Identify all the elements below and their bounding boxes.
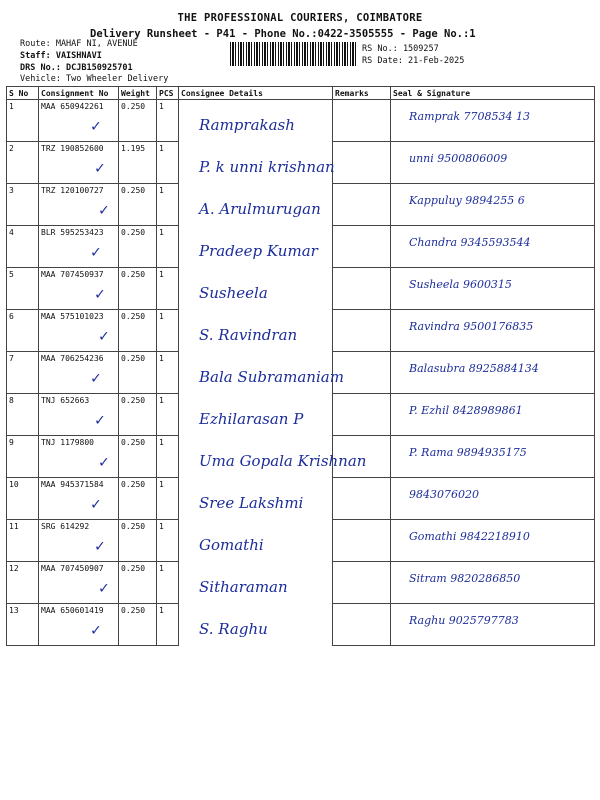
company-title: THE PROFESSIONAL COURIERS, COIMBATORE: [177, 12, 423, 24]
delivered-tick-icon: ✓: [99, 200, 109, 219]
cell-name: [179, 142, 333, 184]
cell-weight: 0.250: [119, 184, 157, 226]
consignee-handwritten-name: S. Raghu: [199, 619, 268, 638]
table-row: [7, 562, 595, 604]
delivered-tick-icon: ✓: [91, 494, 101, 513]
cell-consignment: [39, 562, 119, 604]
cell-sno: 3: [7, 184, 39, 226]
table-row: [7, 352, 595, 394]
cell-sno: 6: [7, 310, 39, 352]
signature-handwritten: Kappuluy 9894255 6: [409, 194, 525, 207]
cell-sign: [391, 100, 595, 142]
table-row: [7, 436, 595, 478]
table-row: [7, 604, 595, 646]
cell-name: [179, 394, 333, 436]
cell-name: [179, 478, 333, 520]
delivered-tick-icon: ✓: [99, 326, 109, 345]
cell-consignment: [39, 184, 119, 226]
delivered-tick-icon: ✓: [95, 284, 105, 303]
consignment-number: MAA 706254236: [41, 354, 104, 363]
cell-consignment: [39, 436, 119, 478]
cell-name: [179, 352, 344, 394]
cell-sign: [391, 184, 595, 226]
signature-handwritten: P. Ezhil 8428989861: [409, 404, 523, 417]
cell-consignment: [39, 100, 119, 142]
col-consignment: Consignment No: [39, 87, 119, 100]
col-seal: Seal & Signature: [391, 87, 595, 100]
signature-handwritten: P. Rama 9894935175: [409, 446, 527, 459]
signature-handwritten: 9843076020: [409, 488, 479, 501]
cell-name: [179, 226, 333, 268]
cell-sno: 10: [7, 478, 39, 520]
consignee-handwritten-name: Ramprakash: [199, 116, 295, 134]
cell-sno: 9: [7, 436, 39, 478]
delivered-tick-icon: ✓: [91, 368, 101, 387]
cell-sign: [391, 562, 595, 604]
cell-weight: 0.250: [119, 478, 157, 520]
cell-sign: [391, 142, 595, 184]
signature-handwritten: Ravindra 9500176835: [409, 320, 534, 333]
signature-handwritten: unni 9500806009: [409, 152, 508, 165]
consignment-number: MAA 707450937: [41, 270, 104, 279]
table-row: [7, 478, 595, 520]
cell-sign: [391, 478, 595, 520]
cell-consignment: [39, 352, 119, 394]
consignee-handwritten-name: Gomathi: [199, 535, 264, 554]
cell-consignment: [39, 268, 119, 310]
cell-pcs: 1: [157, 142, 179, 184]
signature-handwritten: Raghu 9025797783: [409, 614, 519, 627]
consignment-number: MAA 945371584: [41, 480, 104, 489]
table-row: [7, 100, 595, 142]
consignment-number: TRZ 120100727: [41, 186, 104, 195]
cell-sno: 2: [7, 142, 39, 184]
signature-handwritten: Sitram 9820286850: [409, 572, 521, 585]
cell-sno: 11: [7, 520, 39, 562]
delivered-tick-icon: ✓: [99, 578, 109, 597]
cell-consignment: [39, 142, 119, 184]
cell-sign: [391, 226, 595, 268]
table-row: [7, 226, 595, 268]
consignment-number: MAA 650601419: [41, 606, 104, 615]
cell-sign: [391, 436, 595, 478]
consignment-number: MAA 650942261: [41, 102, 104, 111]
consignee-handwritten-name: Susheela: [199, 283, 268, 302]
cell-sign: [391, 310, 595, 352]
cell-pcs: 1: [157, 100, 179, 142]
cell-pcs: 1: [157, 268, 179, 310]
consignee-handwritten-name: Ezhilarasan P: [199, 409, 304, 428]
consignee-handwritten-name: Uma Gopala Krishnan: [199, 451, 367, 470]
vehicle-label: Vehicle: Two Wheeler Delivery: [20, 74, 169, 84]
cell-sign: [391, 268, 595, 310]
cell-sno: 8: [7, 394, 39, 436]
col-pcs: PCS: [157, 87, 179, 100]
staff-label: Staff: VAISHNAVI: [20, 51, 102, 61]
delivered-tick-icon: ✓: [91, 116, 101, 135]
cell-weight: 0.250: [119, 268, 157, 310]
cell-sno: 1: [7, 100, 39, 142]
cell-consignment: [39, 310, 119, 352]
cell-consignment: [39, 520, 119, 562]
col-weight: Weight: [119, 87, 157, 100]
consignment-number: SRG 614292: [41, 522, 90, 531]
consignment-number: TNJ 652663: [41, 396, 90, 405]
cell-name: [179, 604, 333, 646]
consignee-handwritten-name: Sree Lakshmi: [199, 493, 304, 512]
runsheet-table: [6, 86, 595, 646]
delivered-tick-icon: ✓: [95, 410, 105, 429]
delivered-tick-icon: ✓: [95, 158, 105, 177]
delivered-tick-icon: ✓: [91, 620, 101, 639]
delivered-tick-icon: ✓: [91, 242, 101, 261]
table-row: [7, 268, 595, 310]
cell-name: [179, 184, 333, 226]
cell-weight: 0.250: [119, 352, 157, 394]
cell-pcs: 1: [157, 436, 179, 478]
cell-weight: 0.250: [119, 562, 157, 604]
cell-name: [179, 436, 367, 478]
cell-pcs: 1: [157, 310, 179, 352]
cell-sno: 13: [7, 604, 39, 646]
cell-weight: 0.250: [119, 604, 157, 646]
consignment-number: MAA 575101023: [41, 312, 104, 321]
cell-weight: 0.250: [119, 100, 157, 142]
cell-sign: [391, 352, 595, 394]
table-row: [7, 520, 595, 562]
barcode-image: [230, 42, 356, 66]
cell-pcs: 1: [157, 184, 179, 226]
consignment-number: TRZ 190852600: [41, 144, 104, 153]
consignee-handwritten-name: P. k unni krishnan: [199, 157, 335, 176]
consignment-number: TNJ 1179800: [41, 438, 94, 447]
cell-pcs: 1: [157, 478, 179, 520]
signature-handwritten: Balasubra 8925884134: [409, 362, 539, 375]
signature-handwritten: Chandra 9345593544: [409, 236, 531, 249]
cell-name: [179, 100, 333, 142]
col-remarks: Remarks: [333, 87, 391, 100]
col-consignee: Consignee Details: [179, 87, 333, 100]
cell-consignment: [39, 478, 119, 520]
cell-pcs: 1: [157, 604, 179, 646]
signature-handwritten: Ramprak 7708534 13: [409, 110, 531, 123]
cell-sign: [391, 604, 595, 646]
cell-consignment: [39, 394, 119, 436]
consignee-handwritten-name: Bala Subramaniam: [199, 367, 344, 386]
cell-weight: 0.250: [119, 394, 157, 436]
cell-sign: [391, 394, 595, 436]
cell-pcs: 1: [157, 562, 179, 604]
cell-sno: 12: [7, 562, 39, 604]
cell-name: [179, 310, 333, 352]
route-label: Route: MAHAF NI, AVENUE: [20, 39, 138, 49]
signature-handwritten: Gomathi 9842218910: [409, 530, 530, 543]
cell-weight: 0.250: [119, 436, 157, 478]
table-row: [7, 310, 595, 352]
delivered-tick-icon: ✓: [95, 536, 105, 555]
signature-handwritten: Susheela 9600315: [409, 278, 512, 291]
cell-consignment: [39, 604, 119, 646]
col-sno: S No: [7, 87, 39, 100]
consignee-handwritten-name: Pradeep Kumar: [199, 241, 318, 260]
cell-sign: [391, 520, 595, 562]
table-row: [7, 142, 595, 184]
table-row: [7, 394, 595, 436]
runsheet-subtitle: Delivery Runsheet - P41 - Phone No.:0422-3505555 - Page No.:1: [90, 28, 476, 40]
cell-sno: 4: [7, 226, 39, 268]
cell-name: [179, 268, 333, 310]
consignment-number: MAA 707450907: [41, 564, 104, 573]
rs-date: RS Date: 21-Feb-2025: [362, 56, 465, 66]
cell-pcs: 1: [157, 226, 179, 268]
cell-name: [179, 562, 333, 604]
cell-weight: 1.195: [119, 142, 157, 184]
cell-name: [179, 520, 333, 562]
consignment-number: BLR 595253423: [41, 228, 104, 237]
drs-number: DRS No.: DCJB150925701: [20, 63, 133, 73]
consignee-handwritten-name: S. Ravindran: [199, 325, 298, 344]
cell-pcs: 1: [157, 352, 179, 394]
cell-pcs: 1: [157, 394, 179, 436]
table-header-row: [7, 87, 595, 100]
cell-consignment: [39, 226, 119, 268]
cell-sno: 5: [7, 268, 39, 310]
consignee-handwritten-name: Sitharaman: [199, 577, 288, 596]
cell-weight: 0.250: [119, 520, 157, 562]
consignee-handwritten-name: A. Arulmurugan: [199, 199, 321, 218]
cell-sno: 7: [7, 352, 39, 394]
cell-weight: 0.250: [119, 310, 157, 352]
table-row: [7, 184, 595, 226]
rs-number: RS No.: 1509257: [362, 44, 439, 54]
delivered-tick-icon: ✓: [99, 452, 109, 471]
cell-pcs: 1: [157, 520, 179, 562]
cell-weight: 0.250: [119, 226, 157, 268]
